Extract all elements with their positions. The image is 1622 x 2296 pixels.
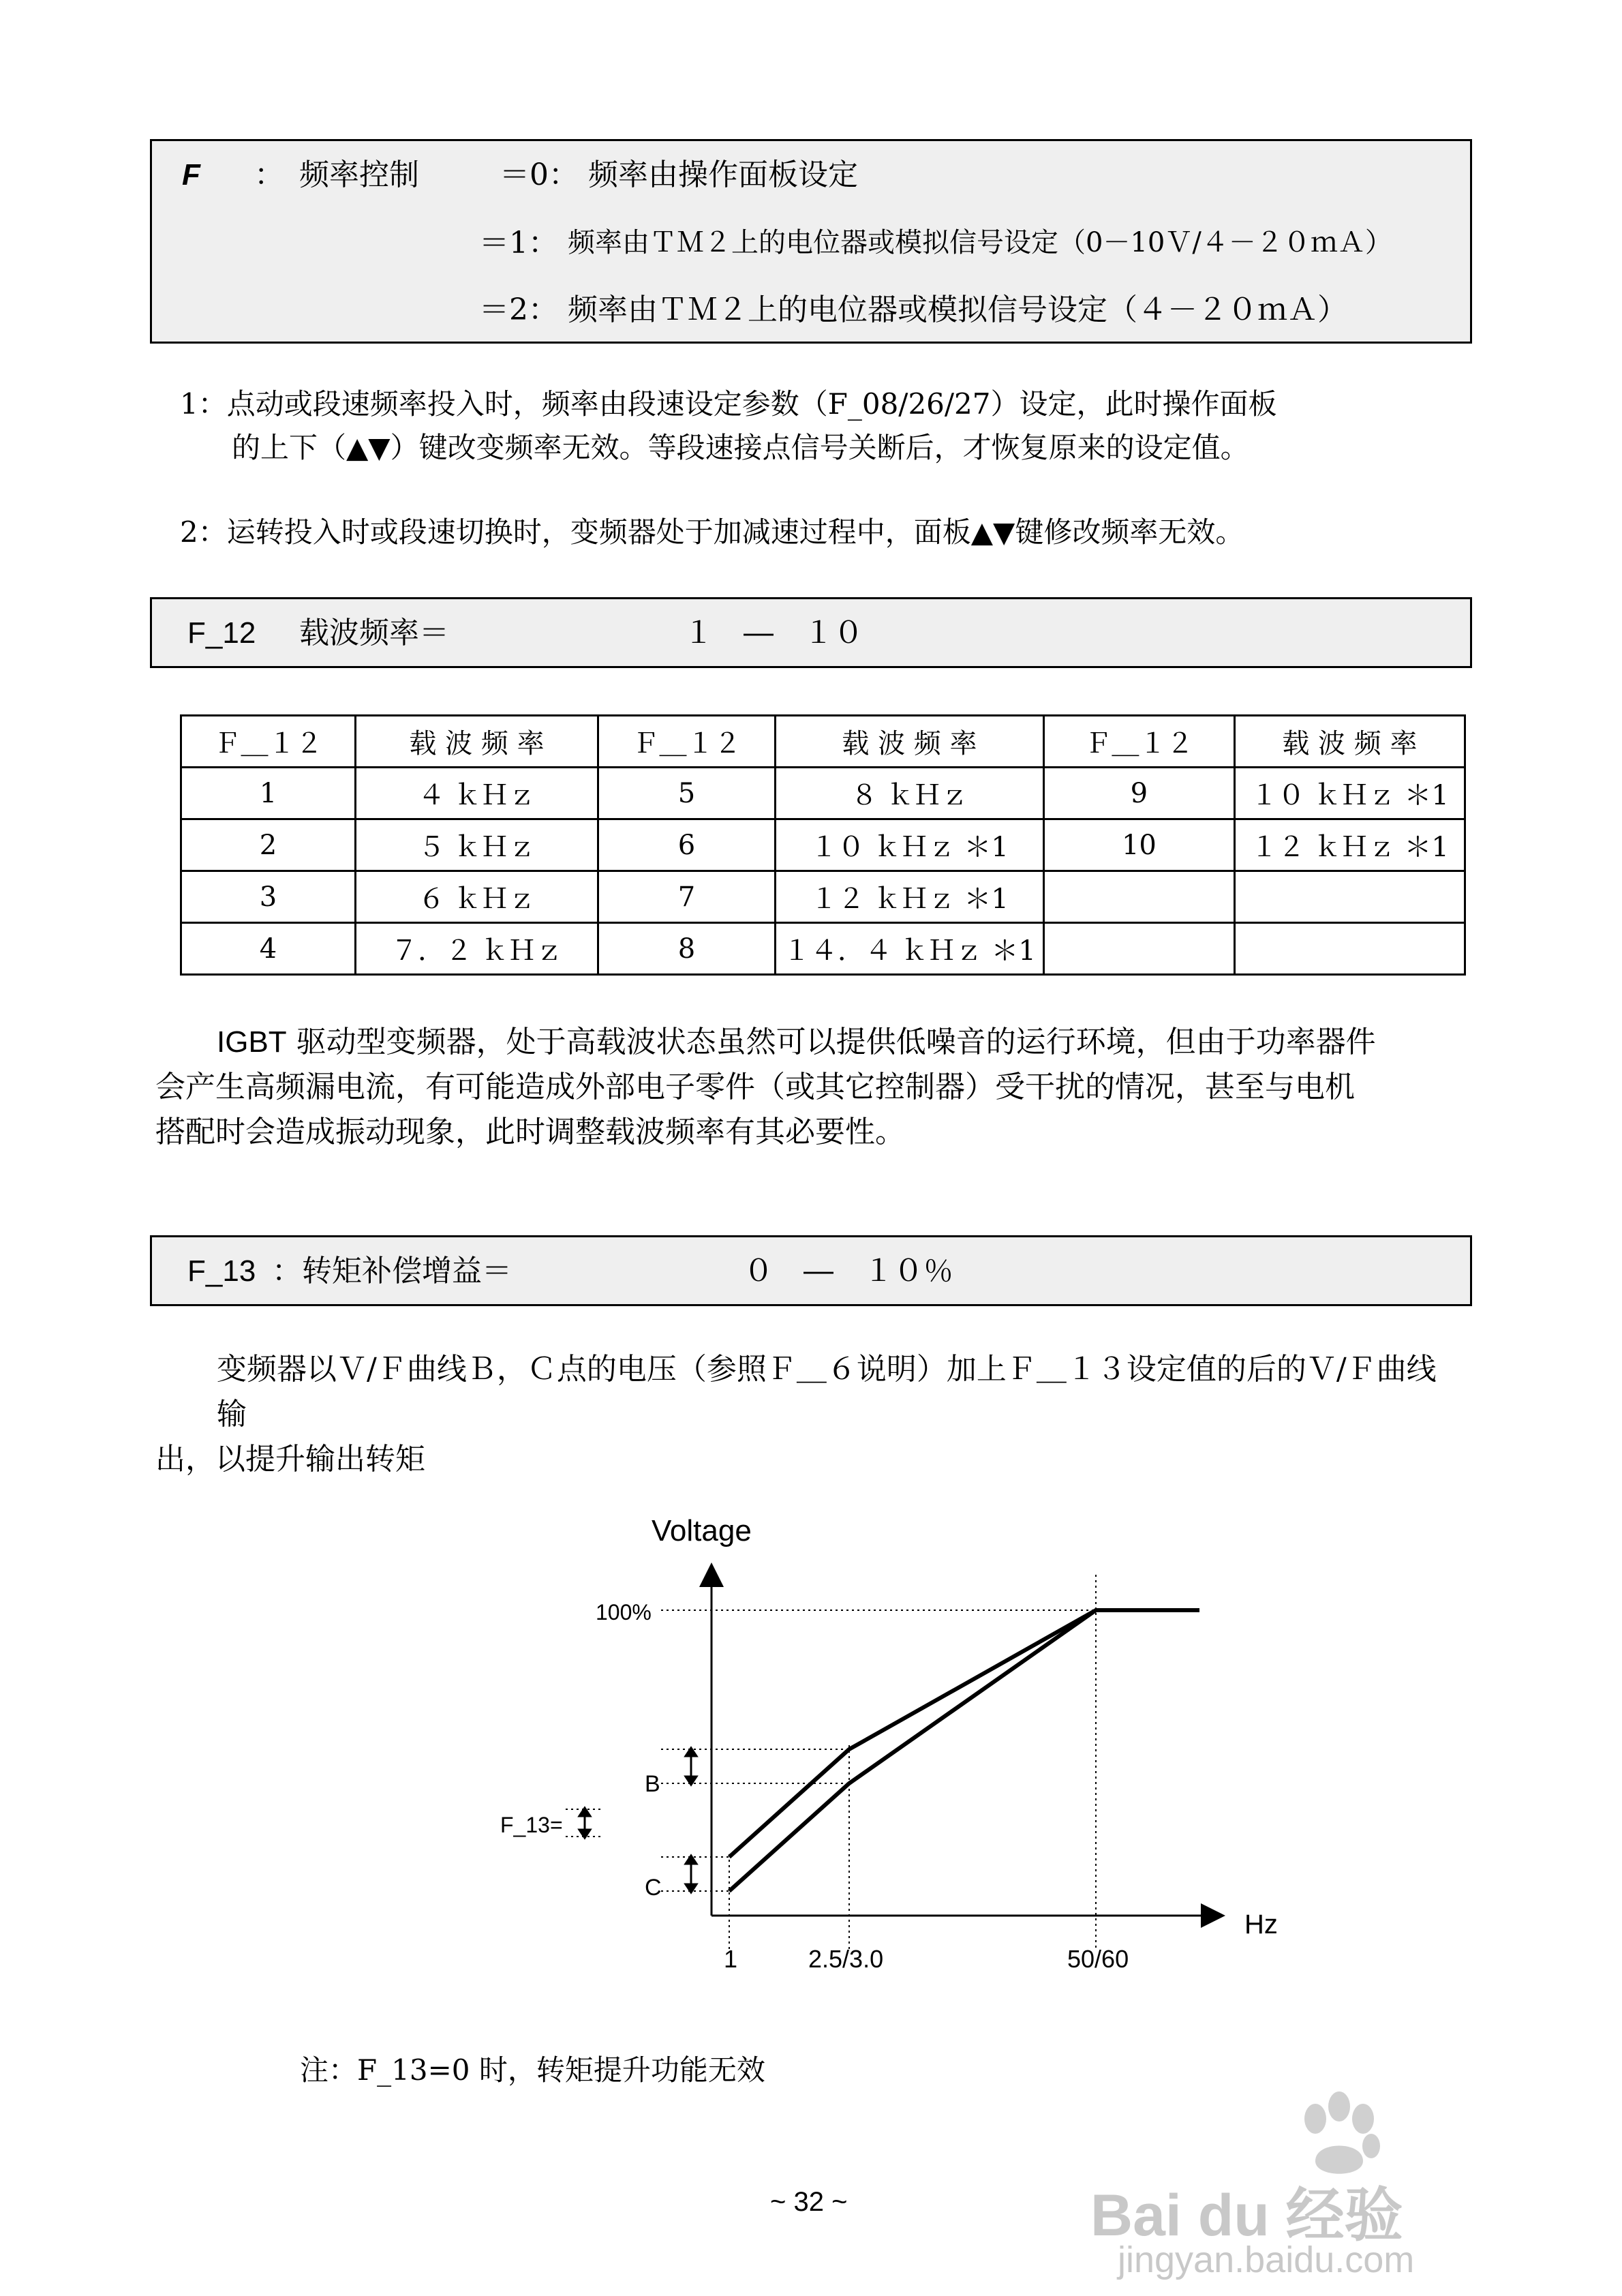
- table-cell: 10: [1043, 819, 1234, 871]
- f11-option-0-text: 频率由操作面板设定: [588, 157, 858, 192]
- x-axis-label: Hz: [1244, 1909, 1278, 1939]
- table-cell: ７．２ ｋＨｚ: [356, 923, 598, 975]
- f12-title: 载波频率＝: [299, 616, 449, 650]
- table-cell: １２ ｋＨｚ ＊1: [776, 871, 1044, 923]
- table-cell: 7: [598, 871, 776, 923]
- table-cell: 9: [1043, 768, 1234, 819]
- y-100-label: 100%: [596, 1600, 652, 1625]
- table-cell: ５ ｋＨｚ: [356, 819, 598, 871]
- vf-curve-diagram: [477, 1486, 1295, 1980]
- f11-parameter-box: [150, 139, 1472, 344]
- table-header-cell: Ｆ＿１２: [1043, 716, 1234, 768]
- f13-label: F_13: [187, 1254, 256, 1288]
- igbt-line-2: 会产生高频漏电流，有可能造成外部电子零件（或其它控制器）受干扰的情况，甚至与电机: [155, 1070, 1355, 1104]
- point-c-label: C: [645, 1875, 662, 1901]
- table-row: [181, 819, 1465, 871]
- f11-option-2-eq: ＝2：: [479, 292, 558, 327]
- table-cell: [1234, 923, 1465, 975]
- table-header-cell: 载 波 频 率: [356, 716, 598, 768]
- f11-option-0-eq: ＝0：: [500, 157, 579, 192]
- f12-parameter-box: [150, 597, 1472, 668]
- note-1-line-1: 1：点动或段速频率投入时，频率由段速设定参数（F_08/26/27）设定，此时操作面板: [180, 387, 1277, 421]
- igbt-line-1: 驱动型变频器，处于高载波状态虽然可以提供低噪音的运行环境，但由于功率器件: [296, 1025, 1376, 1059]
- table-cell: 6: [598, 819, 776, 871]
- table-cell: １０ ｋＨｚ ＊1: [1234, 768, 1465, 819]
- table-cell: 1: [181, 768, 356, 819]
- table-row: [181, 768, 1465, 819]
- table-cell: [1043, 923, 1234, 975]
- table-cell: ４ ｋＨｚ: [356, 768, 598, 819]
- table-cell: ６ ｋＨｚ: [356, 871, 598, 923]
- table-header-cell: Ｆ＿１２: [598, 716, 776, 768]
- f11-option-1-eq: ＝1：: [479, 226, 558, 260]
- f11-option-2-text: 频率由ＴＭ２上的电位器或模拟信号设定（４－２０ｍＡ）: [568, 292, 1347, 327]
- carrier-frequency-table: [180, 714, 1466, 976]
- x-tick-label: 50/60: [1067, 1945, 1129, 1973]
- table-cell: １０ ｋＨｚ ＊1: [776, 819, 1044, 871]
- table-cell: 8: [598, 923, 776, 975]
- watermark-brand: Bai du 经验: [1090, 2183, 1403, 2248]
- table-header-row: [181, 716, 1465, 768]
- watermark-url: jingyan.baidu.com: [1118, 2239, 1415, 2280]
- table-header-cell: 载 波 频 率: [1234, 716, 1465, 768]
- table-cell: 4: [181, 923, 356, 975]
- footnote: 注：F_13=0 时，转矩提升功能无效: [300, 2053, 765, 2087]
- table-cell: [1043, 871, 1234, 923]
- f12-range: １ ― １０: [684, 616, 863, 650]
- f11-label: F: [182, 158, 200, 192]
- table-header-cell: 载 波 频 率: [776, 716, 1044, 768]
- f11-option-1-text: 频率由ＴＭ２上的电位器或模拟信号设定（0－10Ｖ/４－２０ｍＡ）: [568, 227, 1392, 258]
- table-cell: 5: [598, 768, 776, 819]
- f13-diagram-label: F_13=: [500, 1813, 563, 1837]
- point-b-label: B: [645, 1771, 660, 1797]
- igbt-paragraph: [155, 1020, 1464, 1155]
- table-cell: １２ ｋＨｚ ＊1: [1234, 819, 1465, 871]
- table-cell: １４．４ ｋＨｚ ＊1: [776, 923, 1044, 975]
- table-row: [181, 871, 1465, 923]
- f13-para-line-1: 变频器以Ｖ/Ｆ曲线Ｂ，Ｃ点的电压（参照Ｆ＿６说明）加上Ｆ＿１３设定值的后的Ｖ/Ｆ曲线输: [217, 1352, 1437, 1432]
- igbt-line-3: 搭配时会造成振动现象，此时调整载波频率有其必要性。: [155, 1115, 905, 1149]
- x-tick-label: 2.5/3.0: [808, 1945, 884, 1973]
- f13-range: ０ ― １０％: [744, 1254, 953, 1288]
- f13-parameter-box: [150, 1235, 1472, 1306]
- f13-title: ：转矩补偿增益＝: [272, 1254, 512, 1288]
- f13-paragraph: [155, 1347, 1464, 1482]
- f12-label: F_12: [187, 616, 256, 650]
- y-axis-label: Voltage: [652, 1514, 752, 1547]
- table-cell: 2: [181, 819, 356, 871]
- f13-para-line-2: 出，以提升输出转矩: [155, 1442, 425, 1477]
- note-2: 2：运转投入时或段速切换时，变频器处于加减速过程中，面板▲▼键修改频率无效。: [180, 515, 1244, 549]
- x-tick-label: 1: [724, 1945, 738, 1973]
- page-number: ~ 32 ~: [770, 2187, 848, 2217]
- f11-title: 频率控制: [299, 157, 419, 192]
- table-cell: [1234, 871, 1465, 923]
- vf-curve-base: [729, 1610, 1096, 1891]
- table-cell: 3: [181, 871, 356, 923]
- table-header-cell: Ｆ＿１２: [181, 716, 356, 768]
- note-1-line-2: 的上下（▲▼）键改变频率无效。等段速接点信号关断后，才恢复原来的设定值。: [232, 431, 1249, 464]
- table-row: [181, 923, 1465, 975]
- f11-colon: ：: [254, 157, 284, 192]
- table-cell: ８ ｋＨｚ: [776, 768, 1044, 819]
- igbt-lead: IGBT: [217, 1025, 287, 1059]
- vf-curve-boosted: [729, 1610, 1199, 1857]
- baidu-watermark: [1090, 2086, 1581, 2291]
